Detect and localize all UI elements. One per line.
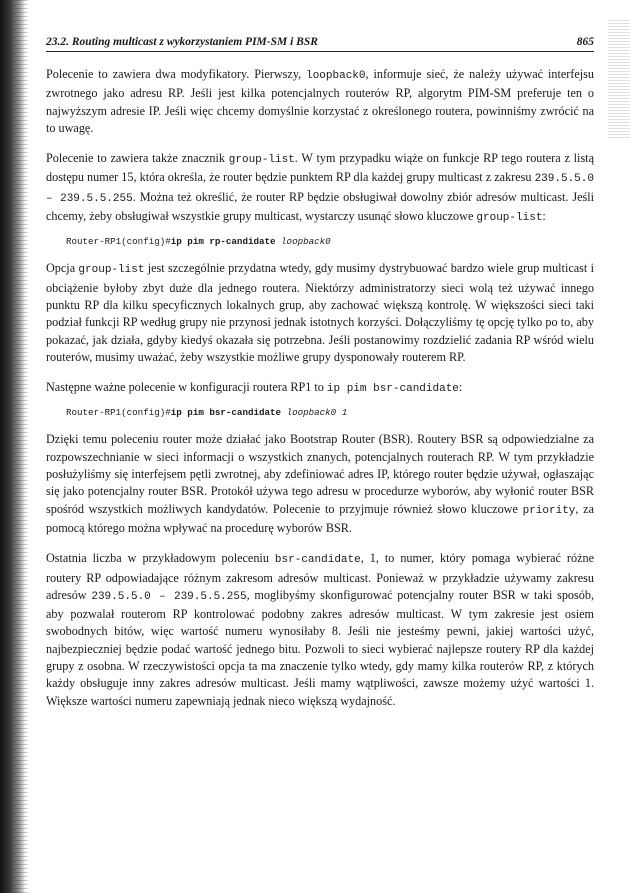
paragraph-2 xyxy=(46,150,594,227)
text: jest szczególnie przydatna wtedy, gdy musimy dystrybuować bardzo wiele grup multicast i obciążenie byłoby zbyt duże dla jednego routera. Niektórzy administratorzy sieci wolą też używać innego punktu RP dla kilku specyficznych lokalnych grup, aby zachować większą kontrolę. W większości sieci taki podział funkcji RP według grupy nie przynosi jednak istotnych korzyści. Dołączyliśmy tę opcję tylko po to, aby pokazać, jak działa, gdyby kiedyś okazała się potrzebna. Jeśli postanowimy rozdzielić zadania RP wśród wielu routerów, musimy uważać, żeby wszystkie możliwe grupy dysponowały routerem RP. xyxy=(46,261,594,364)
cli-prompt: Router-RP1(config)# xyxy=(66,407,171,419)
text: , informuje sieć, że należy używać interfejsu zwrotnego jako adresu RP. Jeśli jest kilka potencjalnych routerów RP, algorytm PIM-SM preferuje ten o najwyższym adresie IP. Jeśli więc chcemy domyślnie korzystać z określonego routera, powinniśmy zwrócić na to uwagę. xyxy=(46,67,594,135)
paragraph-5 xyxy=(46,431,594,537)
cli-command: ip pim bsr-candidate xyxy=(170,407,282,419)
text: . W tym przypadku wiąże on funkcje RP tego routera z listą dostępu numer 15, która określa, że router będzie punktem RP dla każdej grupy multicast z zakresu xyxy=(46,151,594,185)
code-example-1 xyxy=(66,236,594,248)
inline-code: ip pim bsr-candidate xyxy=(326,383,459,396)
inline-code: group-list xyxy=(228,154,295,167)
inline-code: group-list xyxy=(78,264,145,277)
text: . Można też określić, że router RP będzie obsługiwał dowolny zbiór adresów multicast. Jeśli chcemy, żeby obsługiwał wszystkie grupy multicast, wystarczy usunąć słowo kluczowe xyxy=(46,189,594,224)
text: : xyxy=(542,209,546,224)
book-page xyxy=(46,36,594,723)
inline-code: 239.5.5.0 – 239.5.5.255 xyxy=(91,590,247,603)
code-example-2 xyxy=(66,407,594,419)
chapter-title: 23.2. Routing multicast z wykorzystaniem PIM-SM i BSR xyxy=(46,36,318,48)
text: Polecenie to zawiera dwa modyfikatory. Pierwszy, xyxy=(46,67,307,81)
inline-code: bsr-candidate xyxy=(274,554,361,567)
inline-code: priority xyxy=(522,504,576,517)
paragraph-3 xyxy=(46,260,594,366)
inline-code: 239.5.5.0 – 239.5.5.255 xyxy=(46,173,594,205)
paragraph-1 xyxy=(46,66,594,137)
text: , 1, to numer, który pomaga wybierać różne routery RP odpowiadające różnym zakresom adresów multicast. Ponieważ w przykładzie używamy zakresu adresów xyxy=(46,551,594,602)
scan-edge-speck xyxy=(608,20,630,140)
cli-command: ip pim rp-candidate xyxy=(170,236,276,248)
cli-argument: loopback0 1 xyxy=(286,407,348,419)
inline-code: loopback0 xyxy=(306,70,366,82)
text: Polecenie to zawiera także znacznik xyxy=(46,151,229,166)
paragraph-6 xyxy=(46,550,594,710)
running-head xyxy=(46,36,594,52)
text: Dzięki temu poleceniu router może działać jako Bootstrap Router (BSR). Routery BSR są odpowiedzialne za rozpowszechnianie w sieci informacji o wszystkich znanych, potencjalnych routerach RP. W tym przykładzie posłużyliśmy się interfejsem pętli zwrotnej, aby zdefiniować adres IP, którego router będzie używał, ogłaszając się jako potencjalny router BSR. Protokół używa tego adresu w procedurze wyborów, aby wyłonić router BSR spośród wszystkich możliwych kandydatów. Polecenie to przyjmuje również słowo kluczowe xyxy=(46,432,594,516)
text: Następne ważne polecenie w konfiguracji routera RP1 to xyxy=(46,380,327,395)
cli-argument: loopback0 xyxy=(281,236,331,248)
scan-noise xyxy=(14,0,28,893)
page-number: 865 xyxy=(576,36,594,48)
cli-prompt: Router-RP1(config)# xyxy=(66,236,171,248)
text: : xyxy=(458,380,463,395)
inline-code: group-list xyxy=(476,212,543,225)
paragraph-4 xyxy=(46,379,594,398)
text: Ostatnia liczba w przykładowym poleceniu xyxy=(46,551,275,566)
text: , za pomocą którego można wpływać na procedurę wyborów BSR. xyxy=(46,501,594,535)
text: Opcja xyxy=(46,261,79,276)
text: , moglibyśmy skonfigurować potencjalny router BSR w taki sposób, aby pozwalał routerom RP kontrolować podobny zakres adresów multicast. W tym zakresie jest osiem swobodnych bitów, więc wartość numeru wynosiłaby 8. Jeśli nie jesteśmy pewni, jakiej wartości użyć, najbezpieczniej będzie podać wartość jednego bitu. Pozwoli to sieci wybierać najlepsze routery RP dla każdej grupy z osobna. W rzeczywistości opcja ta ma znaczenie tylko wtedy, gdy mamy kilka routerów RP, z których każdy obsługuje inny zakres adresów multicast. Jeśli mamy wątpliwości, zawsze możemy użyć wartości 1. Większe wartości numeru zapewniają jednak nieco większą wydajność. xyxy=(46,587,594,708)
